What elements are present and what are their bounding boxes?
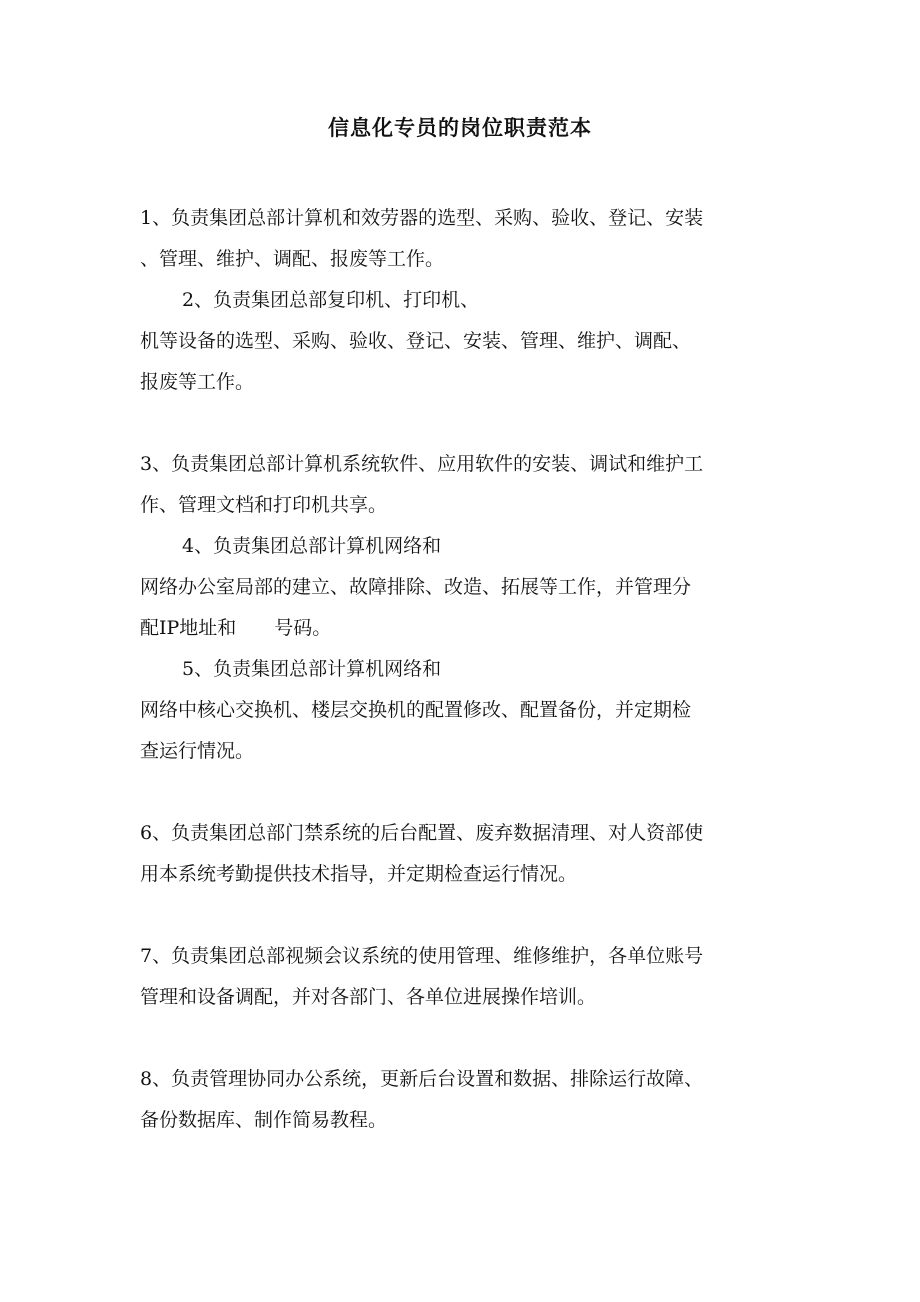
paragraph-spacer: [140, 1018, 780, 1059]
duty-item-5-line-2: 网络中核心交换机、楼层交换机的配置修改、配置备份，并定期检: [140, 699, 692, 721]
duty-item-2-line-1: 2、负责集团总部复印机、打印机、: [182, 289, 480, 311]
duty-item-2: [140, 280, 780, 403]
duty-item-4-line-1: 4、负责集团总部计算机网络和: [182, 535, 442, 557]
duty-item-6-line-1: 6、负责集团总部门禁系统的后台配置、废弃数据清理、对人资部使: [140, 822, 704, 844]
duty-item-5-line-1: 5、负责集团总部计算机网络和: [182, 658, 442, 680]
duty-item-3-line-1: 3、负责集团总部计算机系统软件、应用软件的安装、调试和维护工: [140, 453, 704, 475]
duty-item-4: [140, 526, 780, 649]
duty-item-8: [140, 1059, 780, 1141]
duty-item-4-line-2: 网络办公室局部的建立、故障排除、改造、拓展等工作，并管理分: [140, 576, 692, 598]
paragraph-spacer: [140, 772, 780, 813]
duty-item-8-line-2: 备份数据库、制作简易教程。: [140, 1109, 388, 1131]
duty-item-1: [140, 198, 780, 280]
duty-item-1-line-1: 1、负责集团总部计算机和效劳器的选型、采购、验收、登记、安装: [140, 207, 704, 229]
duty-item-2-line-3: 报废等工作。: [140, 371, 255, 393]
duty-item-7-line-2: 管理和设备调配，并对各部门、各单位进展操作培训。: [140, 986, 597, 1008]
duty-item-6: [140, 813, 780, 895]
duty-item-3-line-2: 作、管理文档和打印机共享。: [140, 494, 388, 516]
document-body: [140, 198, 780, 1141]
duty-item-7: [140, 936, 780, 1018]
paragraph-spacer: [140, 895, 780, 936]
duty-item-4-line-3: 配IP地址和 号码。: [140, 617, 332, 639]
duty-item-8-line-1: 8、负责管理协同办公系统，更新后台设置和数据、排除运行故障、: [140, 1068, 704, 1090]
duty-item-6-line-2: 用本系统考勤提供技术指导，并定期检查运行情况。: [140, 863, 578, 885]
paragraph-spacer: [140, 403, 780, 444]
duty-item-3: [140, 444, 780, 526]
document-title: 信息化专员的岗位职责范本: [328, 115, 592, 140]
duty-item-2-line-2: 机等设备的选型、采购、验收、登记、安装、管理、维护、调配、: [140, 330, 692, 352]
duty-item-5-line-3: 查运行情况。: [140, 740, 255, 762]
duty-item-1-line-2: 、管理、维护、调配、报废等工作。: [140, 248, 445, 270]
duty-item-7-line-1: 7、负责集团总部视频会议系统的使用管理、维修维护，各单位账号: [140, 945, 704, 967]
duty-item-5: [140, 649, 780, 772]
